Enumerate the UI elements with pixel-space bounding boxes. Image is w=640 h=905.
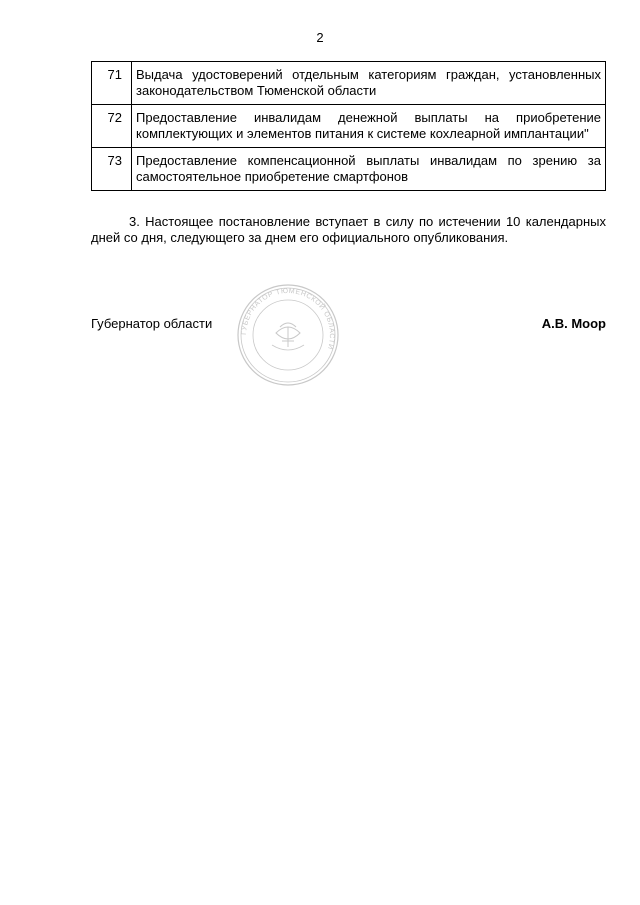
table-row	[92, 105, 606, 148]
signatory-name: А.В. Моор	[541, 316, 606, 331]
row-text: Выдача удостоверений отдельным категориям граждан, установленных законодательством Тюменской области	[132, 62, 606, 105]
signatory-title: Губернатор области	[91, 316, 213, 331]
signature-block	[91, 316, 606, 334]
page-number: 2	[316, 30, 324, 45]
effective-date-paragraph: 3. Настоящее постановление вступает в силу по истечении 10 календарных дней со дня, следующего за днем его официального опубликования.	[91, 214, 606, 245]
seal-emblem	[276, 323, 300, 347]
row-number: 72	[92, 105, 132, 148]
services-table	[91, 61, 606, 191]
row-number: 71	[92, 62, 132, 105]
row-text: Предоставление компенсационной выплаты инвалидам по зрению за самостоятельное приобретение смартфонов	[132, 148, 606, 191]
table-row	[92, 62, 606, 105]
table-row	[92, 148, 606, 191]
row-text: Предоставление инвалидам денежной выплаты на приобретение комплектующих и элементов питания к системе кохлеарной имплантации"	[132, 105, 606, 148]
row-number: 73	[92, 148, 132, 191]
seal-ring-text: ГУБЕРНАТОР ТЮМЕНСКОЙ ОБЛАСТИ	[240, 287, 336, 351]
official-seal-stamp	[236, 283, 340, 387]
